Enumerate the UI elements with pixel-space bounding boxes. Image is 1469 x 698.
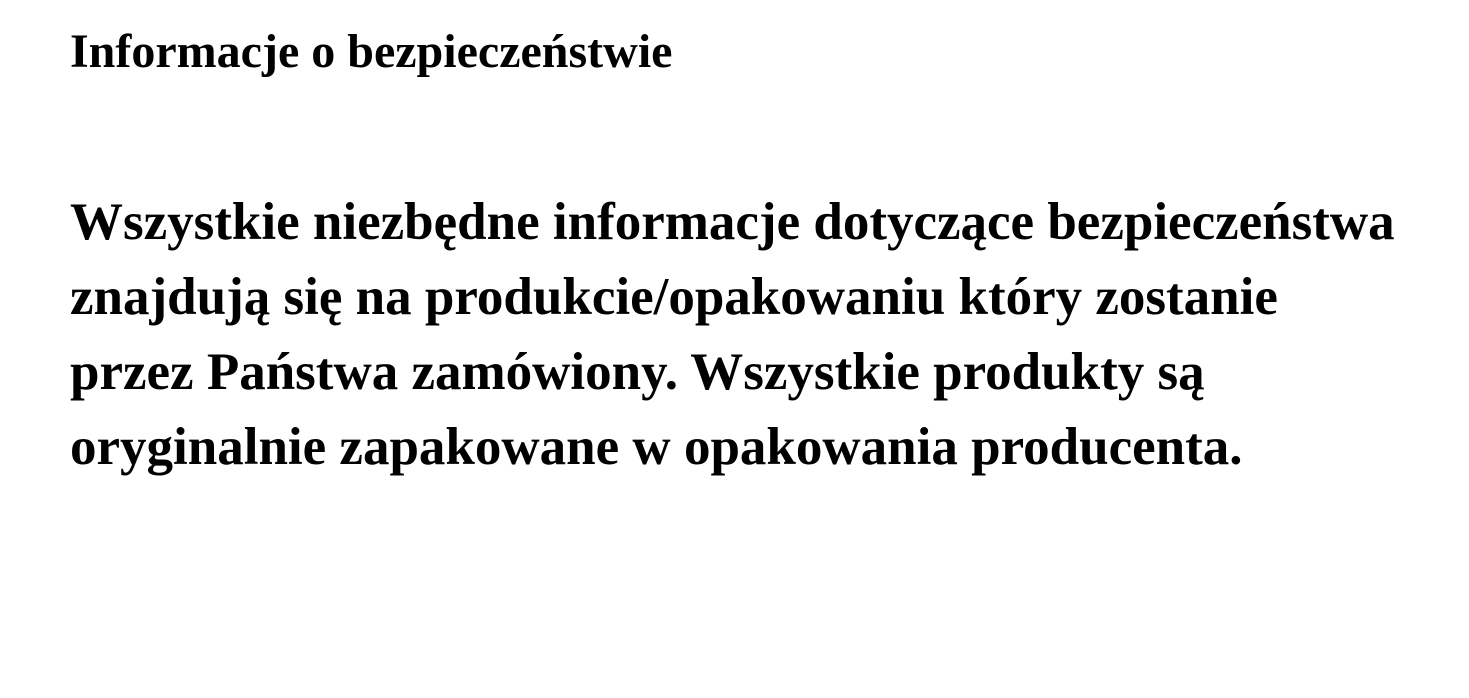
safety-information-paragraph: Wszystkie niezbędne informacje dotyczące bezpieczeństwa znajdują się na produkcie/opakowaniu który zostanie przez Państwa zamówiony. Wszystkie produkty są oryginalnie zapakowane w opakowania producenta. (70, 192, 1395, 477)
page-title: Informacje o bezpieczeństwie (70, 25, 673, 78)
document-content (70, 24, 1410, 486)
